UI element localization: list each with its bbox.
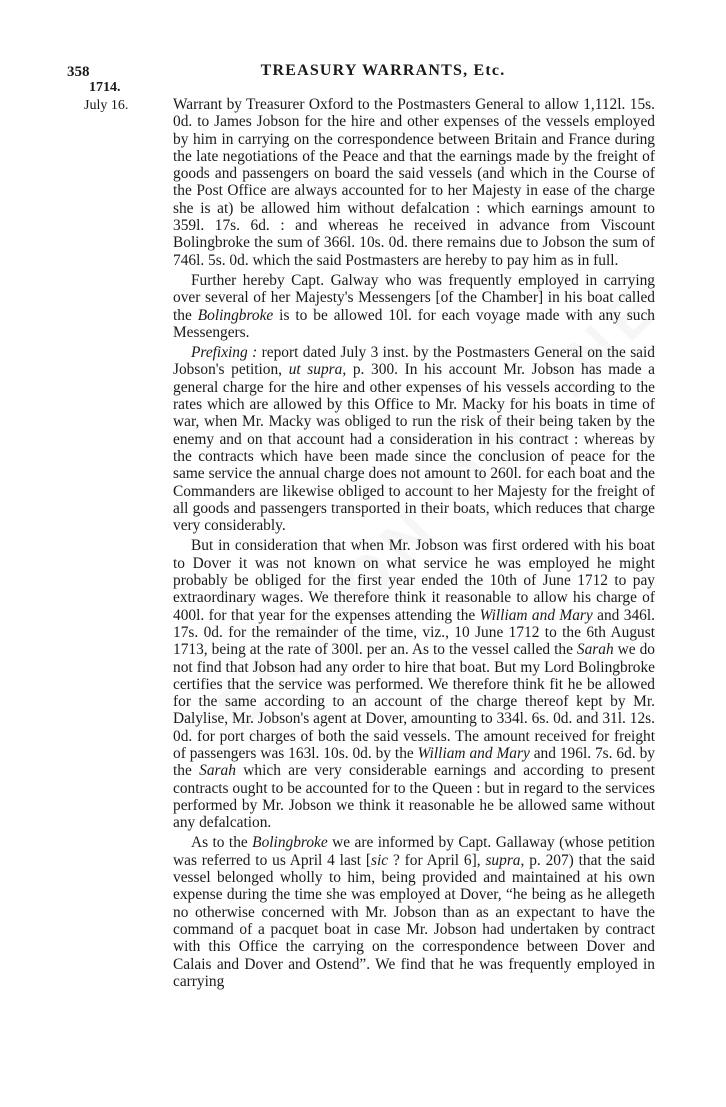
paragraph-consideration xyxy=(173,537,655,831)
document-body xyxy=(173,96,655,990)
prefixing-label: Prefixing : xyxy=(191,344,258,362)
text-run: and 346l. 17s. 0d. for the remainder of the time, viz., 10 June 1712 to the 6th August 1713, being at the rate of 300l. per an. As to the vessel called the xyxy=(173,606,655,659)
reference-latin: ut supra xyxy=(288,361,343,379)
paragraph-galway xyxy=(173,272,655,341)
text-run: we do not find that Jobson had any order to hire that boat. But my Lord Bolingbroke certifies that the service was performed. We therefore think fit he be allowed for the same according to an account of the charge thereof kept by Mr. Dalylise, Mr. Jobson's agent at Dover, amounting to 334l. 6s. 0d. and 31l. 12s. 0d. for port charges of both the said vessels. The amount received for freight of passengers was 163l. 10s. 0d. by the xyxy=(173,641,655,762)
text-run: As to the xyxy=(191,834,253,852)
ship-name: Sarah xyxy=(576,641,614,659)
page-number: 358 xyxy=(67,64,90,80)
text-run: report dated July 3 inst. by the Postmasters General on the said Jobson's petition, xyxy=(173,344,655,379)
ship-name: Bolingbroke xyxy=(197,306,274,324)
ship-name: William and Mary xyxy=(417,744,530,762)
text-run: , p. 207) that the said vessel belonged wholly to him, being provided and maintained at his own expense during the time she was employed at Dover, “he being as he allegeth no otherwise concerned with Mr. Jobson than as an expectant to have the command of a pacquet boat in case Mr. Jobson had undertaken by contract with this Office the carrying on the correspondence between Dover and Calais and Dover and Ostend”. We find that he was frequently employed in carrying xyxy=(173,851,656,990)
reference-latin: supra xyxy=(485,851,521,869)
paragraph-warrant: Warrant by Treasurer Oxford to the Postmasters General to allow 1,112l. 15s. 0d. to James Jobson for the hire and other expenses of the vessels employed by him in carrying on the correspondence between Britain and France during the late negotiations of the Peace and that the earnings made by the freight of goods and passengers on board the said vessels (and which in the Course of the Post Office are always accounted for to her Majesty in ease of the charge she is at) be allowed him without defalcation : which earnings amount to 359l. 17s. 6d. : and whereas he received in advance from Viscount Bolingbroke the sum of 366l. 10s. 0d. there remains due to Jobson the sum of 746l. 5s. 0d. which the said Postmasters are hereby to pay him as in full. xyxy=(173,96,655,269)
reference-latin: sic xyxy=(371,851,389,869)
margin-date: July 16. xyxy=(84,98,129,113)
ship-name: William and Mary xyxy=(479,606,593,624)
paragraph-prefixing xyxy=(173,344,655,534)
running-title: TREASURY WARRANTS, Etc. xyxy=(260,62,506,79)
text-run: Further hereby Capt. Galway who was frequently employed in carrying over several of her Majesty's Messengers [of the Chamber] in his boat called the xyxy=(173,271,655,324)
text-run: we are informed by Capt. Gallaway (whose petition was referred to us April 4 last [ xyxy=(173,834,656,869)
text-run: is to be allowed 10l. for each voyage made with any such Messengers. xyxy=(173,306,656,341)
ship-name: Bolingbroke xyxy=(252,834,328,852)
text-run: But in consideration that when Mr. Jobson was first ordered with his boat to Dover it was not known on what service he was employed he might probably be obliged for the first year ended the 10th of June 1712 to pay extraordinary wages. We therefore think it reasonable to allow his charge of 400l. for that year for the expenses attending the xyxy=(173,537,655,624)
ship-name: Sarah xyxy=(199,762,236,780)
text-run: ? for April 6], xyxy=(388,851,486,869)
text-run: and 196l. 7s. 6d. by the xyxy=(173,744,655,780)
margin-year: 1714. xyxy=(89,80,121,95)
text-run: which are very considerable earnings and according to present contracts ought to be accounted for to the Queen : but in regard to the services performed by Mr. Jobson we think it reasonable he be allowed same without any defalcation. xyxy=(173,762,655,832)
text-run: , p. 300. In his account Mr. Jobson has made a general charge for the hire and other expenses of his vessels according to the rates which are allowed by this Office to Mr. Macky for his boats in time of war, when Mr. Macky was obliged to run the risk of their being taken by the enemy and on that account had a consideration in his contract : whereas by the contracts which have been made since the conclusion of peace for the same service the annual charge does not amount to 260l. for each boat and the Commanders are likewise obliged to account to her Majesty for the freight of all goods and passengers transported in their boats, which reduces that charge very considerably. xyxy=(173,361,656,535)
paragraph-bolingbroke xyxy=(173,834,655,990)
